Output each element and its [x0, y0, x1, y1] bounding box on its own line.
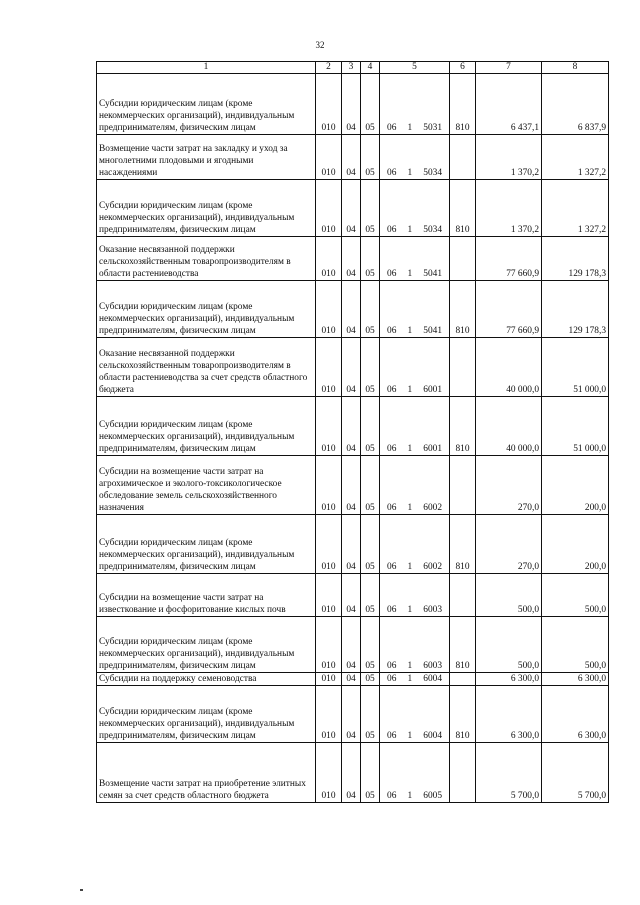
- target-code-part: 06: [387, 731, 397, 741]
- row-code-subsection: 04: [342, 237, 361, 281]
- budget-table: [96, 61, 609, 803]
- row-amount-year-2: 1 327,2: [542, 180, 609, 237]
- row-description: Субсидии юридическим лицам (кроме некоммерческих организаций), индивидуальным предпринимателям, физическим лицам: [97, 74, 316, 135]
- target-code-part: 06: [387, 123, 397, 133]
- row-amount-year-2: 129 178,3: [542, 237, 609, 281]
- row-code-item: 05: [361, 686, 380, 743]
- row-description: Субсидии на возмещение части затрат на известкование и фосфоритование кислых почв: [97, 574, 316, 617]
- row-expense-type: 810: [450, 281, 476, 338]
- target-code-part: 1: [407, 605, 413, 615]
- row-code-item: 05: [361, 281, 380, 338]
- row-code-section: 010: [316, 686, 342, 743]
- table-row: [97, 237, 609, 281]
- row-code-subsection: 04: [342, 135, 361, 180]
- target-code-part: 1: [407, 661, 413, 671]
- row-expense-type: [450, 237, 476, 281]
- row-code-subsection: 04: [342, 515, 361, 574]
- target-code-part: 5041: [423, 326, 442, 336]
- row-description: Субсидии юридическим лицам (кроме некоммерческих организаций), индивидуальным предпринимателям, физическим лицам: [97, 281, 316, 338]
- row-code-section: 010: [316, 743, 342, 803]
- row-description: Оказание несвязанной поддержки сельскохозяйственным товаропроизводителям в области растениеводства за счет средств областного бюджета: [97, 338, 316, 397]
- target-code-part: 06: [387, 385, 397, 395]
- row-expense-type: 810: [450, 180, 476, 237]
- row-amount-year-1: 6 300,0: [476, 686, 542, 743]
- row-description: Возмещение части затрат на приобретение элитных семян за счет средств областного бюджета: [97, 743, 316, 803]
- row-description: Субсидии юридическим лицам (кроме некоммерческих организаций), индивидуальным предпринимателям, физическим лицам: [97, 686, 316, 743]
- row-code-target: [380, 74, 450, 135]
- target-code-part: 5034: [423, 168, 442, 178]
- target-code-parts: [382, 790, 447, 802]
- row-code-target: [380, 135, 450, 180]
- row-code-target: [380, 617, 450, 673]
- row-amount-year-1: 77 660,9: [476, 281, 542, 338]
- row-code-section: 010: [316, 180, 342, 237]
- row-expense-type: [450, 338, 476, 397]
- target-code-parts: [382, 167, 447, 179]
- target-code-part: 06: [387, 326, 397, 336]
- row-expense-type: 810: [450, 74, 476, 135]
- row-description: Субсидии юридическим лицам (кроме некоммерческих организаций), индивидуальным предпринимателям, физическим лицам: [97, 180, 316, 237]
- table-row: [97, 673, 609, 686]
- row-expense-type: 810: [450, 515, 476, 574]
- target-code-part: 6004: [423, 674, 442, 684]
- target-code-part: 1: [407, 168, 413, 178]
- target-code-parts: [382, 325, 447, 337]
- target-code-parts: [382, 224, 447, 236]
- row-code-subsection: 04: [342, 743, 361, 803]
- target-code-part: 1: [407, 123, 413, 133]
- target-code-part: 6002: [423, 562, 442, 572]
- scan-mark: [80, 889, 83, 891]
- target-code-parts: [382, 604, 447, 616]
- row-description: Возмещение части затрат на закладку и уход за многолетними плодовыми и ягодными насаждениями: [97, 135, 316, 180]
- row-code-section: 010: [316, 74, 342, 135]
- target-code-part: 1: [407, 269, 413, 279]
- row-amount-year-1: 270,0: [476, 456, 542, 515]
- row-amount-year-2: 5 700,0: [542, 743, 609, 803]
- page-number: 32: [315, 40, 325, 50]
- target-code-part: 1: [407, 444, 413, 454]
- target-code-parts: [382, 502, 447, 514]
- row-amount-year-1: 40 000,0: [476, 338, 542, 397]
- target-code-part: 06: [387, 444, 397, 454]
- row-code-item: 05: [361, 574, 380, 617]
- target-code-part: 5041: [423, 269, 442, 279]
- table-row: [97, 180, 609, 237]
- header-col-2: 2: [316, 62, 342, 74]
- target-code-part: 6003: [423, 605, 442, 615]
- row-code-section: 010: [316, 515, 342, 574]
- row-expense-type: [450, 135, 476, 180]
- row-amount-year-1: 500,0: [476, 574, 542, 617]
- row-amount-year-2: 200,0: [542, 515, 609, 574]
- row-amount-year-2: 51 000,0: [542, 338, 609, 397]
- row-code-subsection: 04: [342, 180, 361, 237]
- row-amount-year-2: 51 000,0: [542, 397, 609, 456]
- row-code-section: 010: [316, 281, 342, 338]
- row-code-target: [380, 180, 450, 237]
- target-code-part: 06: [387, 674, 397, 684]
- row-description: Субсидии на поддержку семеноводства: [97, 673, 316, 686]
- target-code-part: 1: [407, 731, 413, 741]
- table-row: [97, 74, 609, 135]
- target-code-part: 6005: [423, 791, 442, 801]
- target-code-parts: [382, 122, 447, 134]
- row-expense-type: [450, 456, 476, 515]
- target-code-parts: [382, 561, 447, 573]
- target-code-part: 1: [407, 385, 413, 395]
- table-row: [97, 743, 609, 803]
- row-expense-type: 810: [450, 617, 476, 673]
- table-row: [97, 456, 609, 515]
- target-code-part: 06: [387, 269, 397, 279]
- row-amount-year-2: 129 178,3: [542, 281, 609, 338]
- row-amount-year-1: 500,0: [476, 617, 542, 673]
- row-code-item: 05: [361, 180, 380, 237]
- row-amount-year-1: 6 437,1: [476, 74, 542, 135]
- target-code-part: 06: [387, 605, 397, 615]
- table-row: [97, 574, 609, 617]
- row-code-target: [380, 574, 450, 617]
- row-amount-year-2: 500,0: [542, 574, 609, 617]
- row-code-target: [380, 686, 450, 743]
- row-code-section: 010: [316, 574, 342, 617]
- row-code-section: 010: [316, 456, 342, 515]
- row-code-subsection: 04: [342, 617, 361, 673]
- row-code-section: 010: [316, 135, 342, 180]
- target-code-part: 5031: [423, 123, 442, 133]
- header-row: [97, 62, 609, 74]
- target-code-part: 06: [387, 503, 397, 513]
- header-col-5: 5: [380, 62, 450, 74]
- row-amount-year-1: 1 370,2: [476, 180, 542, 237]
- target-code-part: 1: [407, 562, 413, 572]
- target-code-part: 5034: [423, 225, 442, 235]
- row-code-section: 010: [316, 673, 342, 686]
- row-amount-year-2: 1 327,2: [542, 135, 609, 180]
- target-code-parts: [382, 730, 447, 742]
- target-code-part: 1: [407, 503, 413, 513]
- row-code-target: [380, 515, 450, 574]
- table-row: [97, 617, 609, 673]
- row-code-section: 010: [316, 338, 342, 397]
- header-col-6: 6: [450, 62, 476, 74]
- target-code-part: 6001: [423, 444, 442, 454]
- row-code-item: 05: [361, 135, 380, 180]
- row-code-section: 010: [316, 617, 342, 673]
- row-code-subsection: 04: [342, 397, 361, 456]
- row-code-item: 05: [361, 743, 380, 803]
- table-row: [97, 281, 609, 338]
- row-code-subsection: 04: [342, 338, 361, 397]
- row-description: Субсидии юридическим лицам (кроме некоммерческих организаций), индивидуальным предпринимателям, физическим лицам: [97, 617, 316, 673]
- row-amount-year-1: 6 300,0: [476, 673, 542, 686]
- target-code-part: 1: [407, 225, 413, 235]
- table-row: [97, 135, 609, 180]
- row-expense-type: 810: [450, 686, 476, 743]
- row-code-subsection: 04: [342, 281, 361, 338]
- row-code-section: 010: [316, 397, 342, 456]
- table-row: [97, 515, 609, 574]
- target-code-parts: [382, 268, 447, 280]
- row-description: Субсидии на возмещение части затрат на агрохимическое и эколого-токсикологическое обследование земель сельскохозяйственного назначения: [97, 456, 316, 515]
- row-code-target: [380, 281, 450, 338]
- row-code-subsection: 04: [342, 574, 361, 617]
- target-code-part: 1: [407, 326, 413, 336]
- row-code-item: 05: [361, 515, 380, 574]
- target-code-parts: [382, 673, 447, 685]
- table-row: [97, 338, 609, 397]
- row-amount-year-1: 40 000,0: [476, 397, 542, 456]
- row-code-subsection: 04: [342, 456, 361, 515]
- target-code-part: 1: [407, 791, 413, 801]
- row-code-item: 05: [361, 397, 380, 456]
- row-amount-year-2: 500,0: [542, 617, 609, 673]
- header-col-3: 3: [342, 62, 361, 74]
- target-code-parts: [382, 660, 447, 672]
- header-col-7: 7: [476, 62, 542, 74]
- row-amount-year-2: 200,0: [542, 456, 609, 515]
- target-code-part: 06: [387, 661, 397, 671]
- row-code-item: 05: [361, 74, 380, 135]
- row-code-target: [380, 397, 450, 456]
- row-code-target: [380, 673, 450, 686]
- target-code-part: 06: [387, 225, 397, 235]
- header-col-8: 8: [542, 62, 609, 74]
- row-code-target: [380, 237, 450, 281]
- target-code-part: 6004: [423, 731, 442, 741]
- row-amount-year-1: 77 660,9: [476, 237, 542, 281]
- table-row: [97, 686, 609, 743]
- target-code-part: 6001: [423, 385, 442, 395]
- row-amount-year-2: 6 837,9: [542, 74, 609, 135]
- row-code-target: [380, 338, 450, 397]
- target-code-parts: [382, 443, 447, 455]
- table-row: [97, 397, 609, 456]
- target-code-parts: [382, 384, 447, 396]
- row-description: Субсидии юридическим лицам (кроме некоммерческих организаций), индивидуальным предпринимателям, физическим лицам: [97, 397, 316, 456]
- row-code-item: 05: [361, 338, 380, 397]
- row-amount-year-2: 6 300,0: [542, 673, 609, 686]
- row-expense-type: [450, 574, 476, 617]
- row-amount-year-1: 5 700,0: [476, 743, 542, 803]
- row-code-subsection: 04: [342, 74, 361, 135]
- row-code-subsection: 04: [342, 686, 361, 743]
- header-col-4: 4: [361, 62, 380, 74]
- target-code-part: 1: [407, 674, 413, 684]
- row-expense-type: 810: [450, 397, 476, 456]
- row-code-item: 05: [361, 456, 380, 515]
- row-code-item: 05: [361, 673, 380, 686]
- row-amount-year-1: 1 370,2: [476, 135, 542, 180]
- row-code-target: [380, 743, 450, 803]
- row-description: Субсидии юридическим лицам (кроме некоммерческих организаций), индивидуальным предпринимателям, физическим лицам: [97, 515, 316, 574]
- row-code-item: 05: [361, 237, 380, 281]
- target-code-part: 06: [387, 791, 397, 801]
- target-code-part: 06: [387, 168, 397, 178]
- row-expense-type: [450, 673, 476, 686]
- target-code-part: 06: [387, 562, 397, 572]
- row-code-target: [380, 456, 450, 515]
- row-description: Оказание несвязанной поддержки сельскохозяйственным товаропроизводителям в области растениеводства: [97, 237, 316, 281]
- header-col-1: 1: [97, 62, 316, 74]
- row-code-item: 05: [361, 617, 380, 673]
- target-code-part: 6003: [423, 661, 442, 671]
- target-code-part: 6002: [423, 503, 442, 513]
- row-amount-year-2: 6 300,0: [542, 686, 609, 743]
- row-code-subsection: 04: [342, 673, 361, 686]
- row-code-section: 010: [316, 237, 342, 281]
- row-amount-year-1: 270,0: [476, 515, 542, 574]
- row-expense-type: [450, 743, 476, 803]
